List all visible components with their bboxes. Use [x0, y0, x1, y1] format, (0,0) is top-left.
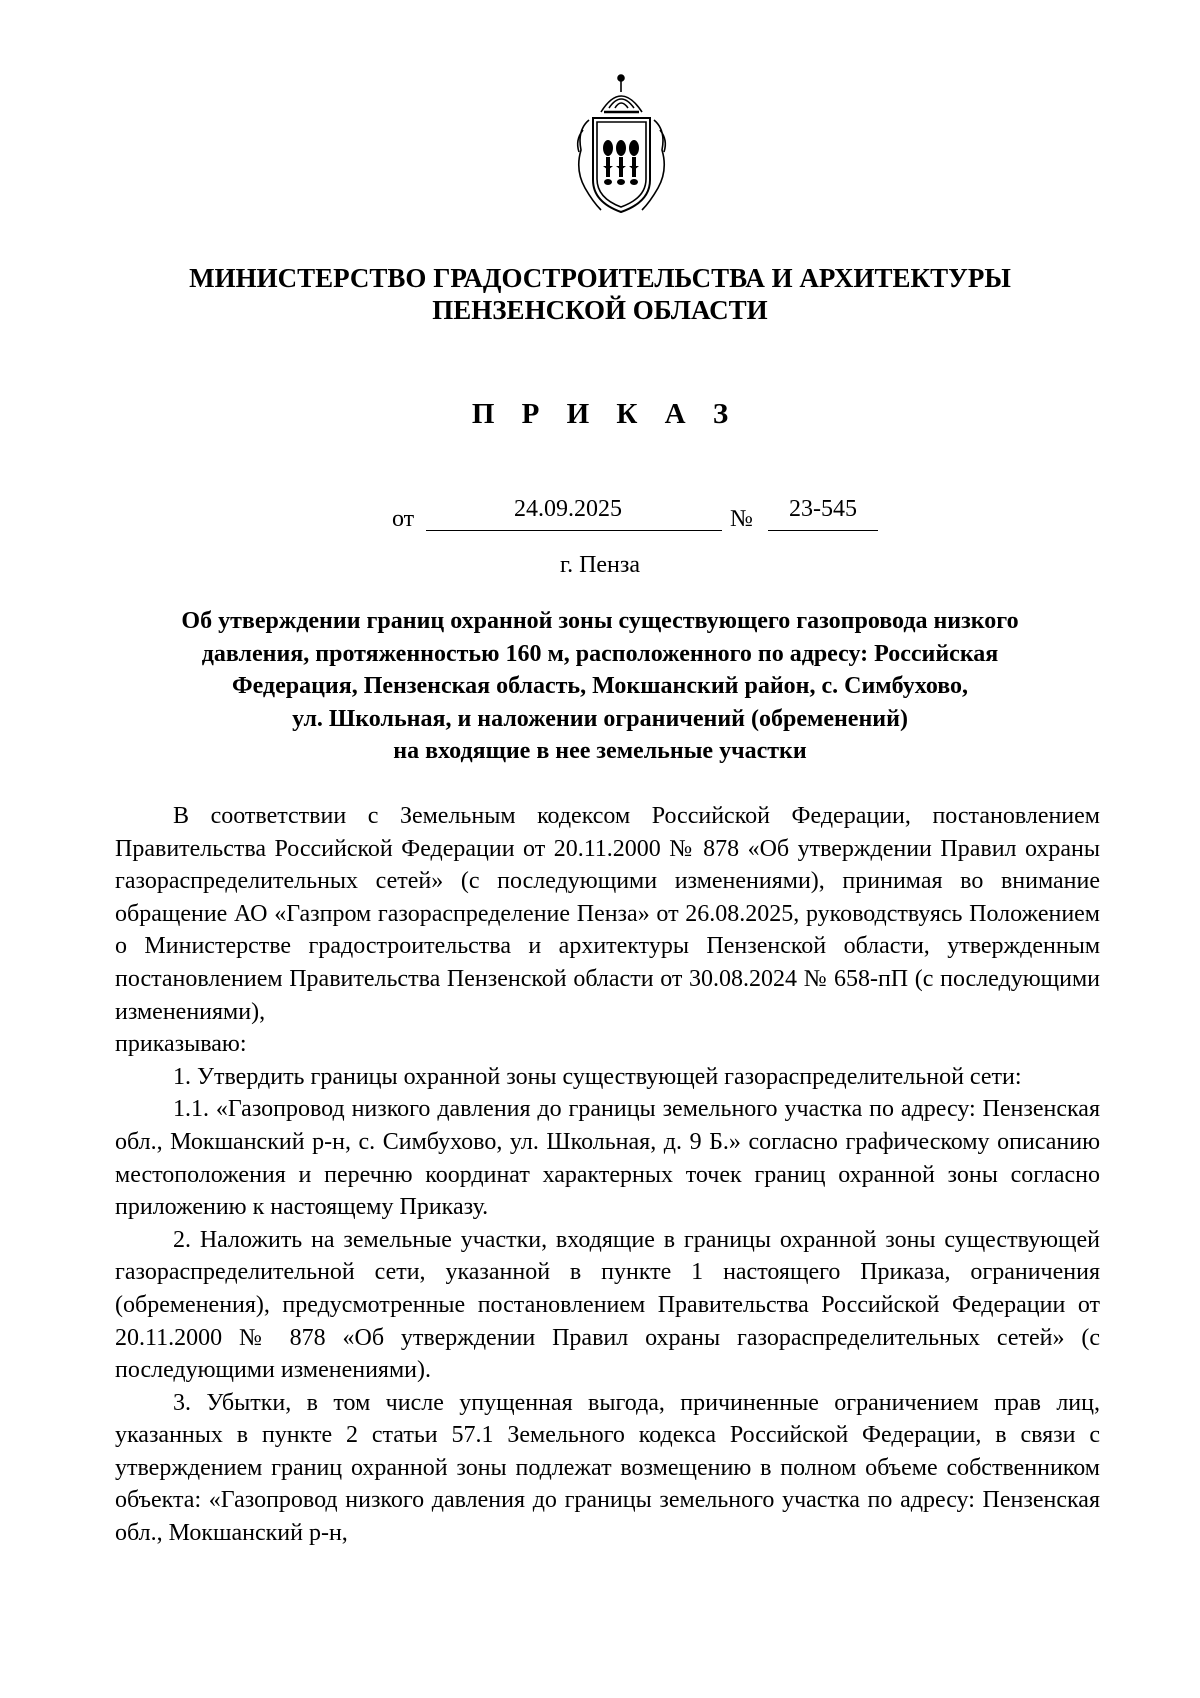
document-subject: [100, 605, 1100, 768]
preamble-paragraph: В соответствии с Земельным кодексом Российской Федерации, постановлением Правительства Российской Федерации от 20.11.2000 № 878 «Об утверждении Правил охраны газораспределительных сетей» (с последующими изменениями), принимая во внимание обращение АО «Газпром газораспределение Пенза» от 26.08.2025, руководствуясь Положением о Министерстве градостроительства и архитектуры Пензенской области, утвержденным постановлением Правительства Пензенской области от 30.08.2024 № 658-пП (с последующими изменениями),: [115, 803, 1100, 1025]
subject-line-3: Федерация, Пензенская область, Мокшанский район, с. Симбухово,: [231, 673, 969, 699]
coat-of-arms-emblem: [571, 70, 672, 220]
subject-line-5: на входящие в нее земельные участки: [393, 738, 807, 764]
document-body: [115, 800, 1100, 1550]
item-2: 2. Наложить на земельные участки, входящие в границы охранной зоны существующей газораспределительной сети, указанной в пункте 1 настоящего Приказа, ограничения (обременения), предусмотренные постановлением Правительства Российской Федерации от 20.11.2000 № 878 «Об утверждении Правил охраны газораспределительных сетей» (с последующими изменениями).: [115, 1226, 1100, 1384]
item-1-1: 1.1. «Газопровод низкого давления до границы земельного участка по адресу: Пензенская обл., Мокшанский р-н, с. Симбухово, ул. Школьная, д. 9 Б.» согласно графическому описанию местоположения и перечню координат характерных точек границ охранной зоны согласно приложению к настоящему Приказу.: [115, 1096, 1100, 1221]
city: г. Пенза: [559, 552, 641, 578]
item-1: 1. Утвердить границы охранной зоны существующей газораспределительной сети:: [173, 1063, 1022, 1090]
subject-line-4: ул. Школьная, и наложении ограничений (обременений): [292, 705, 908, 732]
date-field: [426, 496, 722, 531]
ministry-line-2: ПЕНЗЕНСКОЙ ОБЛАСТИ: [432, 295, 768, 325]
number-label: №: [730, 506, 753, 532]
item-3: 3. Убытки, в том числе упущенная выгода, причиненные ограничением прав лиц, указанных в пункте 2 статьи 57.1 Земельного кодекса Российской Федерации, в связи с утверждением границ охранной зоны подлежат возмещению в полном объеме собственником объекта: «Газопровод низкого давления до границы земельного участка по адресу: Пензенская обл., Мокшанский р-н,: [115, 1389, 1100, 1547]
subject-line-2: давления, протяженностью 160 м, расположенного по адресу: Российская: [201, 640, 999, 667]
number-field: [768, 496, 878, 531]
date-value: 24.09.2025: [514, 496, 622, 522]
from-label: от: [392, 506, 415, 532]
document-type-title: П Р И К А З: [471, 398, 739, 430]
ministry-line-1: МИНИСТЕРСТВО ГРАДОСТРОИТЕЛЬСТВА И АРХИТЕКТУРЫ: [189, 263, 1011, 293]
number-value: 23-545: [789, 496, 857, 522]
ministry-name: [100, 262, 1100, 326]
subject-line-1: Об утверждении границ охранной зоны существующего газопровода низкого: [181, 608, 1019, 634]
order-word: приказываю:: [115, 1031, 247, 1058]
